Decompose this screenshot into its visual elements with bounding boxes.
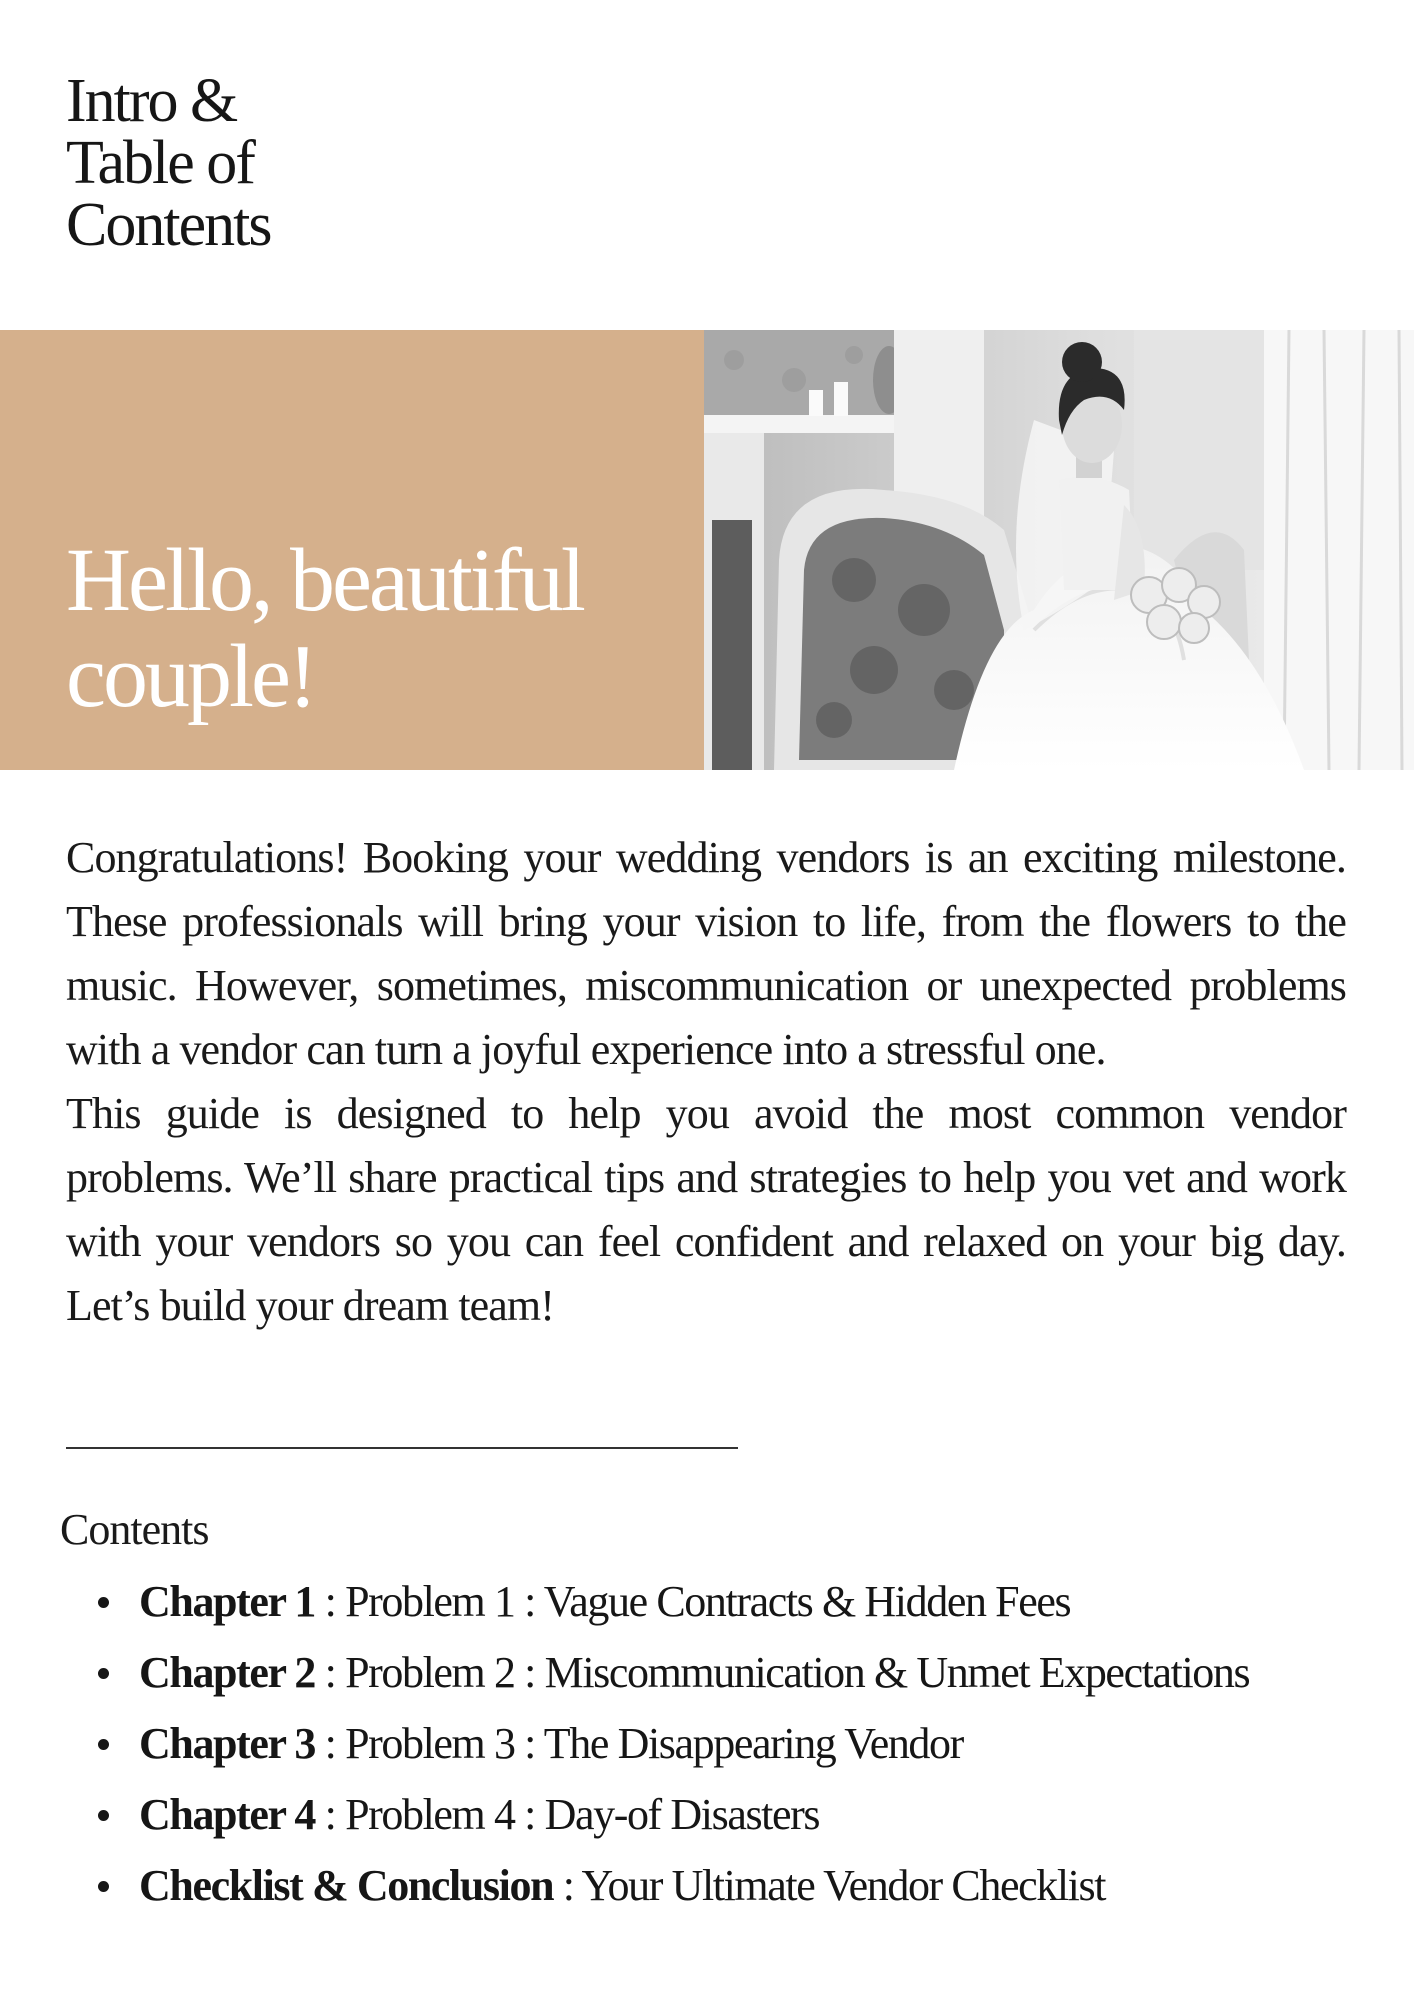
toc-chapter-label: Chapter 3 [139, 1719, 316, 1768]
contents-heading: Contents [60, 1505, 209, 1554]
toc-title: : Problem 1 : Vague Contracts & Hidden Fees [315, 1577, 1071, 1626]
page-title-line: Contents [66, 191, 271, 259]
bullet-icon [98, 1597, 109, 1608]
hero-heading-line: Hello, beautiful [66, 531, 583, 630]
intro-text [66, 826, 1346, 1338]
toc-item [0, 1785, 1414, 1856]
toc-item [0, 1643, 1414, 1714]
hero-heading [66, 533, 686, 725]
toc-item [0, 1714, 1414, 1785]
toc-chapter-label: Chapter 1 [139, 1577, 316, 1626]
bride-photo [704, 330, 1414, 770]
section-divider [66, 1447, 738, 1449]
bullet-icon [98, 1881, 109, 1892]
toc-title: : Problem 3 : The Disappearing Vendor [315, 1719, 963, 1768]
intro-paragraph: This guide is designed to help you avoid the most common vendor problems. We’ll share practical tips and strategies to help you vet and work with your vendors so you can feel confident and relaxed on your big day. Let’s build your dream team! [66, 1089, 1346, 1330]
toc-title: : Problem 4 : Day-of Disasters [315, 1790, 820, 1839]
page-title-line: Table of [66, 129, 254, 197]
toc-title: : Your Ultimate Vendor Checklist [553, 1861, 1106, 1910]
bullet-icon [98, 1810, 109, 1821]
bride-photo-illustration [704, 330, 1414, 770]
bullet-icon [98, 1739, 109, 1750]
toc-chapter-label: Chapter 2 [139, 1648, 316, 1697]
bullet-icon [98, 1668, 109, 1679]
toc-item [0, 1856, 1414, 1927]
toc-item [0, 1572, 1414, 1643]
hero-heading-line: couple! [66, 627, 315, 726]
toc-chapter-label: Chapter 4 [139, 1790, 316, 1839]
intro-paragraph: Congratulations! Booking your wedding vendors is an exciting milestone. These professionals will bring your vision to life, from the flowers to the music. However, sometimes, miscommunication or unexpected problems with a vendor can turn a joyful experience into a stressful one. [66, 833, 1346, 1074]
toc-chapter-label: Checklist & Conclusion [139, 1861, 554, 1910]
page-title-line: Intro & [66, 67, 237, 135]
page-title [66, 67, 486, 259]
table-of-contents [0, 1572, 1414, 1927]
toc-title: : Problem 2 : Miscommunication & Unmet Expectations [315, 1648, 1250, 1697]
